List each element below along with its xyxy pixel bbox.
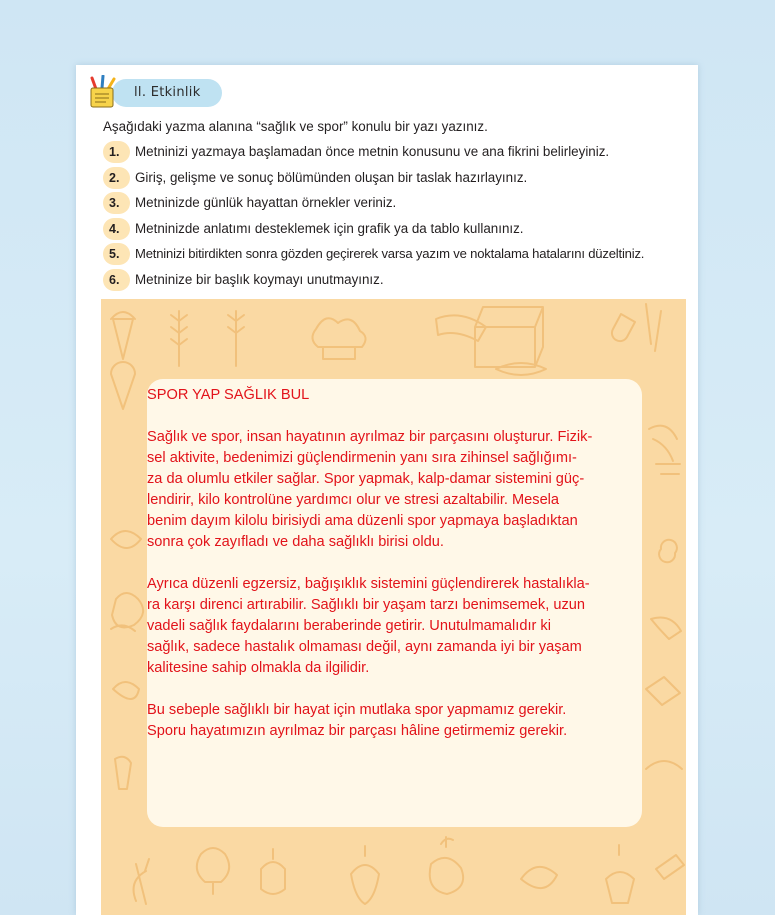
essay-paragraph: Ayrıca düzenli egzersiz, bağışıklık sistemini güçlendirerek hastalıkla- ra karşı direnci artırabilir. Sağlıklı bir yaşam tarzı benimsemek, uzun vadeli sağlık faydalarını beraberinde getirir. Unutulmamalıdır ki sağlık, sadece hastalık olmaması değil, aynı zamanda iyi bir yaşam kalitesine sahip olmakla da ilgilidir. bbox=[147, 576, 590, 676]
instructions-intro: Aşağıdaki yazma alanına “sağlık ve spor” konulu bir yazı yazınız. bbox=[103, 119, 488, 134]
step-text: Giriş, gelişme ve sonuç bölümünden oluşan bir taslak hazırlayınız. bbox=[135, 169, 528, 185]
step-text: Metninizi yazmaya başlamadan önce metnin konusunu ve ana fikrini belirleyiniz. bbox=[135, 144, 610, 159]
step-text: Metninize bir başlık koymayı unutmayınız. bbox=[135, 271, 384, 287]
step-number-badge: 6. bbox=[103, 269, 130, 291]
essay bbox=[147, 385, 642, 763]
step-text: Metninizde günlük hayattan örnekler veriniz. bbox=[135, 195, 397, 210]
step-number-badge: 5. bbox=[103, 243, 130, 265]
activity-title: ll. Etkinlik bbox=[134, 85, 201, 100]
writing-area[interactable] bbox=[101, 299, 686, 915]
step-number-badge: 2. bbox=[103, 167, 130, 189]
essay-title: SPOR YAP SAĞLIK BUL bbox=[147, 387, 310, 403]
step-text: Metninizi bitirdikten sonra gözden geçirerek varsa yazım ve noktalama hatalarını düzeltiniz. bbox=[135, 246, 645, 261]
step-number-badge: 4. bbox=[103, 218, 130, 240]
step-number-badge: 3. bbox=[103, 192, 130, 214]
worksheet-page bbox=[76, 65, 698, 915]
essay-paragraph: Sağlık ve spor, insan hayatının ayrılmaz bir parçasını oluşturur. Fizik- sel aktivite, bedenimizi güçlendirmenin yanı sıra zihinsel sağlığımı- za da olumlu etkiler sağlar. Spor yapmak, kalp-damar sistemini güç- lendirir, kilo kontrolüne yardımcı olur ve stresi azaltabilir. Mesela benim dayım kilolu birisiydi ama düzenli spor yapmaya başladıktan sonra çok zayıfladı ve daha sağlıklı birisi oldu. bbox=[147, 429, 593, 550]
essay-paragraph: Bu sebeple sağlıklı bir hayat için mutlaka spor yapmamız gerekir. Sporu hayatımızın ayrılmaz bir parçası hâline getirmemiz gerekir. bbox=[147, 702, 568, 739]
activity-header bbox=[86, 75, 316, 109]
step-number-badge: 1. bbox=[103, 141, 130, 163]
step-text: Metninizde anlatımı desteklemek için grafik ya da tablo kullanınız. bbox=[135, 220, 524, 236]
pencil-cup-icon bbox=[86, 75, 122, 109]
